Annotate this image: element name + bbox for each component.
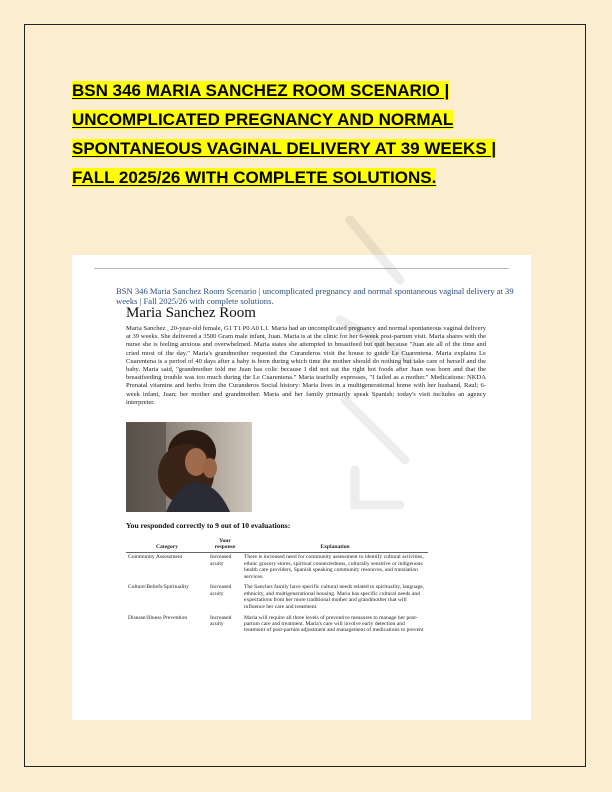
row-explanation: The Sanchez family have specific cultural needs related to spirituality, language, ethnicity, and multigenerational housing. Maria has specific cultural needs and expectations from her more traditional mother and grandmother that will influence her care and treatment. (244, 584, 425, 610)
column-header-category: Category (126, 537, 208, 552)
row-response: Increased acuity (210, 554, 232, 567)
table-row (126, 552, 428, 583)
table-row (126, 583, 428, 613)
table-row (126, 613, 428, 637)
scenario-text: Maria Sanchez , 20-year-old female, G1 T1 P0 A0 L1. Maria had an uncomplicated pregnancy and normal spontaneous vaginal delivery at 39 weeks. She delivered a 3500 Gram male infant, Juan. Maria is at the clinic for her 6-week post-partum visit. Maria shares with the nurse she is feeling anxious and overwhelmed. Maria states she attempted to breastfeed but quit because "Juan ate all of the time and cried most of the day." Maria's grandmother requested the Curanderos visit the house to guide Le Cuarentena. Maria explains Le Cuarentena is a period of 40 days after a baby is born during which time the mother should do nothing but take care of herself and the baby. Maria said, "grandmother told me Juan has colic because I did not eat the right hot foods after Juan was born and that the breastfeeding trouble was too much during the Le Cuarentena." Maria tearfully expresses, "I failed as a mother." Medications: NKDA Prenatal vitamins and herbs from the Curanderos Social history: Maria lives in a multigenerational home with her husband, Raul; 6-week infant, Juan; her mother and grandmother. Maria and her family primarily speak Spanish; today's visit includes an agency interpreter. (126, 325, 486, 406)
patient-photo (126, 422, 252, 512)
column-header-explanation: Explanation (242, 537, 428, 552)
preview-divider (94, 268, 509, 269)
row-explanation: There is increased need for community assessment to identify cultural activities, ethnic grocery stores, spiritual connectedness, culturally sensitive or indigenous health care providers, Spanish speaking community resources, and translation services. (244, 554, 424, 580)
row-response: Increased acuity (210, 614, 232, 627)
document-title: BSN 346 MARIA SANCHEZ ROOM SCENARIO | UNCOMPLICATED PREGNANCY AND NORMAL SPONTANEOUS VAGINAL DELIVERY AT 39 WEEKS | FALL 2025/26 WITH COMPLETE SOLUTIONS. (72, 81, 497, 187)
row-response: Increased acuity (210, 584, 232, 597)
row-category: Culture/Beliefs/Spirituality (128, 584, 189, 591)
row-category: Community Assessment (128, 554, 183, 561)
row-category: Disease/Illness Prevention (128, 614, 188, 621)
evaluation-table (126, 537, 428, 637)
preview-header: BSN 346 Maria Sanchez Room Scenario | uncomplicated pregnancy and normal spontaneous vaginal delivery at 39 weeks | Fall 2025/26 with complete solutions. (116, 286, 514, 306)
room-title: Maria Sanchez Room (126, 305, 256, 321)
result-summary: You responded correctly to 9 out of 10 evaluations: (126, 521, 291, 530)
column-header-response: Your response (208, 537, 242, 552)
document-preview (72, 255, 531, 720)
row-explanation: Maria will require all three levels of preventive measures to manage her post-partum care and treatment. Maria's care will involve early detection and treatment of post-partum adjustment and management of medications to prevent (244, 614, 424, 634)
